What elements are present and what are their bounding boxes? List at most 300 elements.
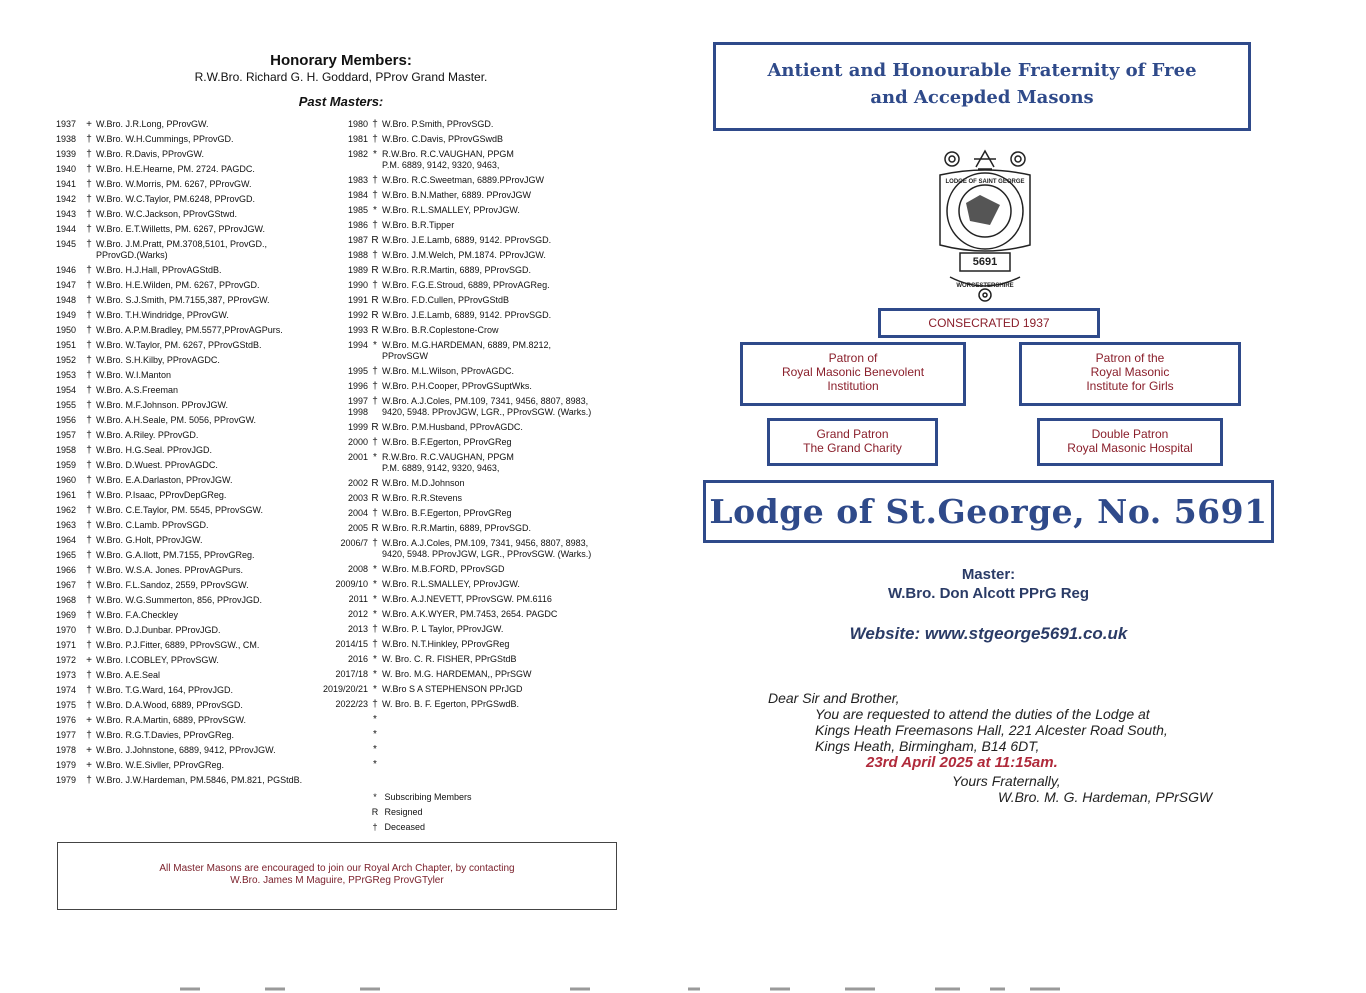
member-name: W.Bro. R.R.Martin, 6889, PProvSGD. bbox=[382, 265, 532, 275]
status-mark: * bbox=[373, 609, 377, 620]
member-name: W.Bro. H.E.Wilden, PM. 6267, PProvGD. bbox=[96, 280, 260, 290]
year: 1963 bbox=[56, 520, 77, 530]
status-mark: * bbox=[373, 340, 377, 351]
member-name: W.Bro. P.H.Cooper, PProvGSuptWks. bbox=[382, 381, 532, 391]
past-master-row bbox=[322, 325, 622, 336]
status-mark: † bbox=[372, 639, 378, 650]
status-mark: † bbox=[86, 550, 92, 561]
year: 1967 bbox=[56, 580, 77, 590]
member-name: W.Bro. A.Riley. PProvGD. bbox=[96, 430, 199, 440]
status-mark: * bbox=[373, 669, 377, 680]
year: 1940 bbox=[56, 164, 77, 174]
past-masters-title: Past Masters: bbox=[298, 94, 384, 109]
past-master-row bbox=[322, 452, 622, 474]
year: 1947 bbox=[56, 280, 77, 290]
letter-signature: W.Bro. M. G. Hardeman, PPrSGW bbox=[998, 789, 1213, 805]
year: 1944 bbox=[56, 224, 77, 234]
meeting-date: 23rd April 2025 at 11:15am. bbox=[866, 754, 1058, 771]
past-master-row bbox=[56, 415, 342, 426]
past-master-row bbox=[56, 760, 342, 771]
status-mark: + bbox=[86, 655, 92, 666]
member-name: W.Bro. C.Davis, PProvGSwdB bbox=[382, 134, 504, 144]
member-name: W.Bro. M.B.FORD, PProvSGD bbox=[382, 564, 505, 574]
status-mark: * bbox=[373, 594, 377, 605]
year: 2003 bbox=[347, 493, 368, 503]
member-name: W.Bro. R.C.Sweetman, 6889.PProvJGW bbox=[382, 175, 545, 185]
year: 1973 bbox=[56, 670, 77, 680]
year: 1987 bbox=[347, 235, 368, 245]
year: 1978 bbox=[56, 745, 77, 755]
member-name: W.Bro. W.Morris, PM. 6267, PProvGW. bbox=[96, 179, 252, 189]
member-name: W.Bro. M.F.Johnson. PProvJGW. bbox=[96, 400, 229, 410]
member-name: R.W.Bro. R.C.VAUGHAN, PPGM P.M. 6889, 9142, 9320, 9463, bbox=[382, 149, 514, 170]
status-mark: † bbox=[86, 775, 92, 786]
notice-line-2: W.Bro. James M Maguire, PPrGReg ProvGTyler bbox=[230, 875, 444, 886]
member-name: W.Bro. C.Lamb. PProvSGD. bbox=[96, 520, 209, 530]
member-name: W.Bro. T.G.Ward, 164, PProvJGD. bbox=[96, 685, 234, 695]
member-name: W.Bro. D.Wuest. PProvAGDC. bbox=[96, 460, 218, 470]
member-name: W.Bro. S.H.Kilby, PProvAGDC. bbox=[96, 355, 220, 365]
past-master-row bbox=[56, 460, 342, 471]
fraternity-line-2: and Accepded Masons bbox=[870, 87, 1094, 108]
year: 1941 bbox=[56, 179, 77, 189]
year bbox=[322, 759, 368, 770]
past-master-row bbox=[56, 119, 342, 130]
patron-box-girls bbox=[1019, 342, 1241, 406]
past-master-row bbox=[56, 265, 342, 276]
past-master-row bbox=[322, 381, 622, 392]
past-master-row bbox=[56, 580, 342, 591]
past-master-row bbox=[56, 355, 342, 366]
past-master-row bbox=[322, 759, 622, 770]
status-mark: † bbox=[372, 508, 378, 519]
status-mark: † bbox=[86, 400, 92, 411]
key-row: * Subscribing Members bbox=[373, 792, 472, 802]
master-label: Master: bbox=[961, 566, 1016, 583]
patron-line: Royal Masonic Benevolent bbox=[781, 365, 925, 379]
past-master-row bbox=[56, 715, 342, 726]
member-name: W.Bro. W.H.Cummings, PProvGD. bbox=[96, 134, 234, 144]
status-mark: * bbox=[373, 654, 377, 665]
past-master-row bbox=[322, 699, 622, 710]
member-name: W.Bro. P.M.Husband, PProvAGDC. bbox=[382, 422, 523, 432]
patron-line: Grand Patron bbox=[816, 427, 889, 441]
status-mark: R bbox=[371, 523, 379, 534]
year: 1966 bbox=[56, 565, 77, 575]
member-name: W.Bro. A.H.Seale, PM. 5056, PProvGW. bbox=[96, 415, 257, 425]
member-name: W.Bro. F.A.Checkley bbox=[96, 610, 179, 620]
status-mark: + bbox=[86, 760, 92, 771]
year: 1980 bbox=[347, 119, 368, 129]
master-name: W.Bro. Don Alcott PPrG Reg bbox=[887, 585, 1090, 602]
status-mark: † bbox=[86, 595, 92, 606]
year: 1984 bbox=[347, 190, 368, 200]
status-mark: † bbox=[86, 505, 92, 516]
past-master-row bbox=[56, 179, 342, 190]
year: 1993 bbox=[347, 325, 368, 335]
consecrated-badge: CONSECRATED 1937 bbox=[878, 308, 1100, 338]
year: 2002 bbox=[347, 478, 368, 488]
year: 1983 bbox=[347, 175, 368, 185]
year: 1996 bbox=[347, 381, 368, 391]
status-mark: † bbox=[86, 265, 92, 276]
member-name: W.Bro. W.Taylor, PM. 6267, PProvGStdB. bbox=[96, 340, 262, 350]
member-name: W.Bro. R.L.SMALLEY, PProvJGW. bbox=[382, 205, 520, 215]
past-master-row bbox=[56, 685, 342, 696]
status-mark: † bbox=[372, 437, 378, 448]
member-name: W.Bro. J.M.Pratt, PM.3708,5101, ProvGD., PProvGD.(Warks) bbox=[96, 239, 268, 260]
status-mark: R bbox=[371, 478, 379, 489]
year: 2009/10 bbox=[335, 579, 368, 589]
member-name: W.Bro. M.D.Johnson bbox=[382, 478, 465, 488]
past-master-row bbox=[56, 700, 342, 711]
member-name bbox=[382, 744, 622, 755]
key-row: † Deceased bbox=[372, 822, 426, 832]
year: 1985 bbox=[347, 205, 368, 215]
year: 1997 1998 bbox=[347, 396, 368, 417]
year: 1990 bbox=[347, 280, 368, 290]
past-master-row bbox=[56, 239, 342, 261]
patron-line: Royal Masonic bbox=[1090, 365, 1170, 379]
member-name: W.Bro. R.Davis, PProvGW. bbox=[96, 149, 205, 159]
past-master-row bbox=[56, 730, 342, 741]
status-mark: R bbox=[371, 325, 379, 336]
year: 1986 bbox=[347, 220, 368, 230]
year: 2017/18 bbox=[335, 669, 368, 679]
past-master-row bbox=[322, 714, 622, 725]
patron-box-hospital bbox=[1037, 418, 1223, 466]
status-mark: † bbox=[86, 610, 92, 621]
past-master-row bbox=[322, 684, 622, 695]
year: 1939 bbox=[56, 149, 77, 159]
lodge-seal-icon bbox=[930, 145, 1040, 305]
past-master-row bbox=[322, 280, 622, 291]
member-name: W.Bro. C.E.Taylor, PM. 5545, PProvSGW. bbox=[96, 505, 264, 515]
year: 1953 bbox=[56, 370, 77, 380]
status-mark: R bbox=[371, 493, 379, 504]
status-mark: † bbox=[86, 325, 92, 336]
status-mark: * bbox=[373, 149, 377, 160]
past-master-row bbox=[56, 325, 342, 336]
year: 1965 bbox=[56, 550, 77, 560]
past-master-row bbox=[322, 609, 622, 620]
member-name: W.Bro. D.A.Wood, 6889, PProvSGD. bbox=[96, 700, 243, 710]
lodge-name-banner: Lodge of St.George, No. 5691 bbox=[703, 480, 1274, 543]
year: 2005 bbox=[347, 523, 368, 533]
member-name: W.Bro. H.G.Seal. PProvJGD. bbox=[96, 445, 213, 455]
status-mark: † bbox=[372, 220, 378, 231]
member-name: W.Bro. W.E.Sivller, PProvGReg. bbox=[96, 760, 225, 770]
status-mark: † bbox=[372, 538, 378, 549]
member-name: W.Bro. R.R.Martin, 6889, PProvSGD. bbox=[382, 523, 532, 533]
year: 1961 bbox=[56, 490, 77, 500]
member-name: W.Bro. R.R.Stevens bbox=[382, 493, 463, 503]
status-mark: † bbox=[86, 385, 92, 396]
member-name: W.Bro. B.R.Coplestone-Crow bbox=[382, 325, 499, 335]
member-name: W.Bro. W.I.Manton bbox=[96, 370, 172, 380]
member-name: W.Bro. F.L.Sandoz, 2559, PProvSGW. bbox=[96, 580, 249, 590]
patron-line: Royal Masonic Hospital bbox=[1067, 441, 1193, 455]
member-name: W.Bro. P.J.Fitter, 6889, PProvSGW., CM. bbox=[96, 640, 260, 650]
past-master-row bbox=[56, 224, 342, 235]
year: 1946 bbox=[56, 265, 77, 275]
member-name: W.Bro. E.T.Willetts, PM. 6267, PProvJGW. bbox=[96, 224, 266, 234]
status-mark: R bbox=[371, 235, 379, 246]
past-master-row bbox=[322, 175, 622, 186]
status-mark: † bbox=[86, 730, 92, 741]
status-mark: * bbox=[373, 564, 377, 575]
website-link[interactable]: Website: www.stgeorge5691.co.uk bbox=[849, 624, 1128, 643]
past-master-row bbox=[56, 340, 342, 351]
status-mark: † bbox=[372, 119, 378, 130]
member-name: W.Bro. J.E.Lamb, 6889, 9142. PProvSGD. bbox=[382, 310, 552, 320]
status-mark: † bbox=[86, 580, 92, 591]
status-mark: * bbox=[373, 714, 377, 725]
past-master-row bbox=[56, 655, 342, 666]
member-name: W. Bro. M.G. HARDEMAN,, PPrSGW bbox=[382, 669, 532, 679]
past-master-row bbox=[56, 475, 342, 486]
status-mark: † bbox=[86, 194, 92, 205]
member-name: W.Bro. A.J.NEVETT, PProvSGW. PM.6116 bbox=[382, 594, 552, 604]
year: 1957 bbox=[56, 430, 77, 440]
past-master-row bbox=[56, 194, 342, 205]
member-name: W.Bro. N.T.Hinkley, PProvGReg bbox=[382, 639, 510, 649]
past-master-row bbox=[322, 729, 622, 740]
year: 1975 bbox=[56, 700, 77, 710]
past-master-row bbox=[322, 594, 622, 605]
seal-number: 5691 bbox=[972, 256, 998, 268]
past-master-row bbox=[322, 205, 622, 216]
member-name: W.Bro. W.C.Taylor, PM.6248, PProvGD. bbox=[96, 194, 256, 204]
status-mark: † bbox=[86, 370, 92, 381]
member-name: W. Bro. C. R. FISHER, PPrGStdB bbox=[382, 654, 517, 664]
status-mark: † bbox=[86, 340, 92, 351]
royal-arch-notice bbox=[57, 842, 617, 910]
letter-line-2: Kings Heath Freemasons Hall, 221 Alcester Road South, bbox=[815, 722, 1168, 738]
letter-closing: Yours Fraternally, bbox=[952, 773, 1061, 789]
member-name: W.Bro. W.G.Summerton, 856, PProvJGD. bbox=[96, 595, 263, 605]
year: 1981 bbox=[347, 134, 368, 144]
member-name: W.Bro. A.K.WYER, PM.7453, 2654. PAGDC bbox=[382, 609, 558, 619]
member-name: W.Bro. H.E.Hearne, PM. 2724. PAGDC. bbox=[96, 164, 255, 174]
past-master-row bbox=[322, 134, 622, 145]
fraternity-line-1: Antient and Honourable Fraternity of Free bbox=[767, 60, 1197, 81]
year bbox=[322, 714, 368, 725]
member-name: W.Bro. M.L.Wilson, PProvAGDC. bbox=[382, 366, 515, 376]
past-master-row bbox=[56, 430, 342, 441]
past-master-row bbox=[56, 670, 342, 681]
member-name: W.Bro. R.L.SMALLEY, PProvJGW. bbox=[382, 579, 520, 589]
status-mark: R bbox=[371, 310, 379, 321]
member-name: W.Bro. I.COBLEY, PProvSGW. bbox=[96, 655, 219, 665]
year: 1977 bbox=[56, 730, 77, 740]
patron-box-benevolent bbox=[740, 342, 966, 406]
past-master-row bbox=[56, 550, 342, 561]
past-master-row bbox=[322, 190, 622, 201]
status-mark: † bbox=[86, 565, 92, 576]
member-name: W.Bro. R.G.T.Davies, PProvGReg. bbox=[96, 730, 235, 740]
year: 2022/23 bbox=[335, 699, 368, 709]
status-mark: * bbox=[373, 452, 377, 463]
past-master-row bbox=[56, 445, 342, 456]
status-mark: † bbox=[372, 190, 378, 201]
status-mark: † bbox=[372, 280, 378, 291]
past-master-row bbox=[322, 437, 622, 448]
patron-box-grand-charity bbox=[767, 418, 938, 466]
year: 1988 bbox=[347, 250, 368, 260]
member-name: W.Bro. B.N.Mather, 6889. PProvJGW bbox=[382, 190, 532, 200]
year: 1982 bbox=[347, 149, 368, 159]
status-mark: † bbox=[372, 175, 378, 186]
year: 1970 bbox=[56, 625, 77, 635]
status-mark: † bbox=[86, 700, 92, 711]
letter-line-3: Kings Heath, Birmingham, B14 6DT, bbox=[815, 738, 1040, 754]
year bbox=[322, 744, 368, 755]
year: 1962 bbox=[56, 505, 77, 515]
past-master-row bbox=[56, 775, 342, 786]
status-mark: † bbox=[86, 179, 92, 190]
year: 1991 bbox=[347, 295, 368, 305]
past-master-row bbox=[322, 478, 622, 489]
past-masters-column-2 bbox=[322, 119, 622, 770]
status-mark: † bbox=[86, 415, 92, 426]
year: 1938 bbox=[56, 134, 77, 144]
status-mark: † bbox=[86, 535, 92, 546]
member-name: W.Bro. P. L Taylor, PProvJGW. bbox=[382, 624, 504, 634]
past-master-row bbox=[56, 625, 342, 636]
year: 1937 bbox=[56, 119, 77, 129]
status-mark: * bbox=[373, 684, 377, 695]
status-mark: + bbox=[86, 119, 92, 130]
year: 2012 bbox=[347, 609, 368, 619]
past-master-row bbox=[56, 400, 342, 411]
member-name: W.Bro. G.Holt, PProvJGW. bbox=[96, 535, 203, 545]
past-master-row bbox=[322, 265, 622, 276]
member-name: W.Bro. J.W.Hardeman, PM.5846, PM.821, PGStdB. bbox=[96, 775, 303, 785]
year: 2011 bbox=[348, 594, 368, 604]
year: 1992 bbox=[347, 310, 368, 320]
year: 2006/7 bbox=[340, 538, 368, 548]
past-master-row bbox=[56, 565, 342, 576]
member-name: W. Bro. B. F. Egerton, PPrGSwdB. bbox=[382, 699, 520, 709]
past-master-row bbox=[56, 595, 342, 606]
status-mark: † bbox=[372, 134, 378, 145]
member-name: W.Bro. F.G.E.Stroud, 6889, PProvAGReg. bbox=[382, 280, 550, 290]
status-mark: * bbox=[373, 205, 377, 216]
year: 1945 bbox=[56, 239, 77, 249]
past-master-row bbox=[56, 745, 342, 756]
year: 2004 bbox=[347, 508, 368, 518]
member-name: W.Bro. B.R.Tipper bbox=[382, 220, 455, 230]
past-master-row bbox=[56, 134, 342, 145]
year: 1974 bbox=[56, 685, 77, 695]
patron-line: Institution bbox=[827, 379, 879, 393]
patron-line: Patron of the bbox=[1095, 351, 1165, 365]
member-name: W.Bro. D.J.Dunbar. PProvJGD. bbox=[96, 625, 221, 635]
past-master-row bbox=[322, 340, 622, 362]
member-name: W.Bro. R.A.Martin, 6889, PProvSGW. bbox=[96, 715, 247, 725]
patron-line: Institute for Girls bbox=[1086, 379, 1174, 393]
past-master-row bbox=[56, 520, 342, 531]
year: 1951 bbox=[56, 340, 77, 350]
member-name: W.Bro. S.J.Smith, PM.7155,387, PProvGW. bbox=[96, 295, 270, 305]
year: 1969 bbox=[56, 610, 77, 620]
past-master-row bbox=[322, 149, 622, 171]
member-name: W.Bro. J.M.Welch, PM.1874. PProvJGW. bbox=[382, 250, 546, 260]
seal-bottom-text: WORCESTERSHIRE bbox=[956, 283, 1014, 289]
past-master-row bbox=[322, 119, 622, 130]
past-master-row bbox=[322, 493, 622, 504]
status-mark: † bbox=[86, 149, 92, 160]
status-mark: † bbox=[86, 310, 92, 321]
year: 2019/20/21 bbox=[322, 684, 368, 694]
status-mark: † bbox=[86, 295, 92, 306]
member-name: W.Bro. W.C.Jackson, PProvGStwd. bbox=[96, 209, 238, 219]
past-master-row bbox=[322, 523, 622, 534]
member-name: W.Bro. G.A.Ilott, PM.7155, PProvGReg. bbox=[96, 550, 255, 560]
status-mark: * bbox=[373, 744, 377, 755]
key-row: R Resigned bbox=[371, 807, 423, 817]
year: 1959 bbox=[56, 460, 77, 470]
member-name: W.Bro. J.Johnstone, 6889, 9412, PProvJGW. bbox=[96, 745, 276, 755]
member-name: W.Bro. A.J.Coles, PM.109, 7341, 9456, 8807, 8983, 9420, 5948. PProvJGW, LGR., PProvSGW. (Warks.) bbox=[382, 538, 592, 559]
year: 1952 bbox=[56, 355, 77, 365]
past-master-row bbox=[322, 564, 622, 575]
status-mark: * bbox=[373, 579, 377, 590]
past-master-row bbox=[322, 366, 622, 377]
year: 1958 bbox=[56, 445, 77, 455]
past-master-row bbox=[56, 209, 342, 220]
year: 1976 bbox=[56, 715, 77, 725]
past-master-row bbox=[322, 744, 622, 755]
past-master-row bbox=[322, 624, 622, 635]
past-master-row bbox=[322, 235, 622, 246]
year: 1979 bbox=[56, 760, 77, 770]
member-name bbox=[382, 729, 622, 740]
letter-salutation: Dear Sir and Brother, bbox=[768, 690, 900, 706]
status-mark: † bbox=[86, 520, 92, 531]
past-master-row bbox=[56, 610, 342, 621]
year: 2014/15 bbox=[335, 639, 368, 649]
past-master-row bbox=[322, 538, 622, 560]
year: 1989 bbox=[347, 265, 368, 275]
year: 2016 bbox=[347, 654, 368, 664]
status-mark: † bbox=[372, 396, 378, 407]
member-name: W.Bro. A.P.M.Bradley, PM.5577,PProvAGPurs. bbox=[96, 325, 283, 335]
year bbox=[322, 729, 368, 740]
member-name: W.Bro. P.Smith, PProvSGD. bbox=[382, 119, 494, 129]
status-mark: † bbox=[86, 239, 92, 250]
year: 1954 bbox=[56, 385, 77, 395]
past-master-row bbox=[56, 149, 342, 160]
year: 1950 bbox=[56, 325, 77, 335]
status-mark: † bbox=[86, 134, 92, 145]
year: 1964 bbox=[56, 535, 77, 545]
status-mark: † bbox=[86, 490, 92, 501]
status-mark: † bbox=[86, 625, 92, 636]
status-mark: † bbox=[86, 460, 92, 471]
member-name: W.Bro S A STEPHENSON PPrJGD bbox=[382, 684, 523, 694]
member-name: W.Bro. W.S.A. Jones. PProvAGPurs. bbox=[96, 565, 244, 575]
patron-line: Patron of bbox=[828, 351, 878, 365]
seal-top-text: LODGE OF SAINT GEORGE bbox=[945, 179, 1025, 185]
status-mark: † bbox=[86, 209, 92, 220]
member-name: W.Bro. H.J.Hall, PProvAGStdB. bbox=[96, 265, 222, 275]
notice-line-1: All Master Masons are encouraged to join our Royal Arch Chapter, by contacting bbox=[159, 863, 515, 874]
member-name: W.Bro. P.Isaac, PProvDepGReg. bbox=[96, 490, 227, 500]
member-name: W.Bro. J.R.Long, PProvGW. bbox=[96, 119, 209, 129]
member-name: W.Bro. B.F.Egerton, PProvGReg bbox=[382, 437, 512, 447]
